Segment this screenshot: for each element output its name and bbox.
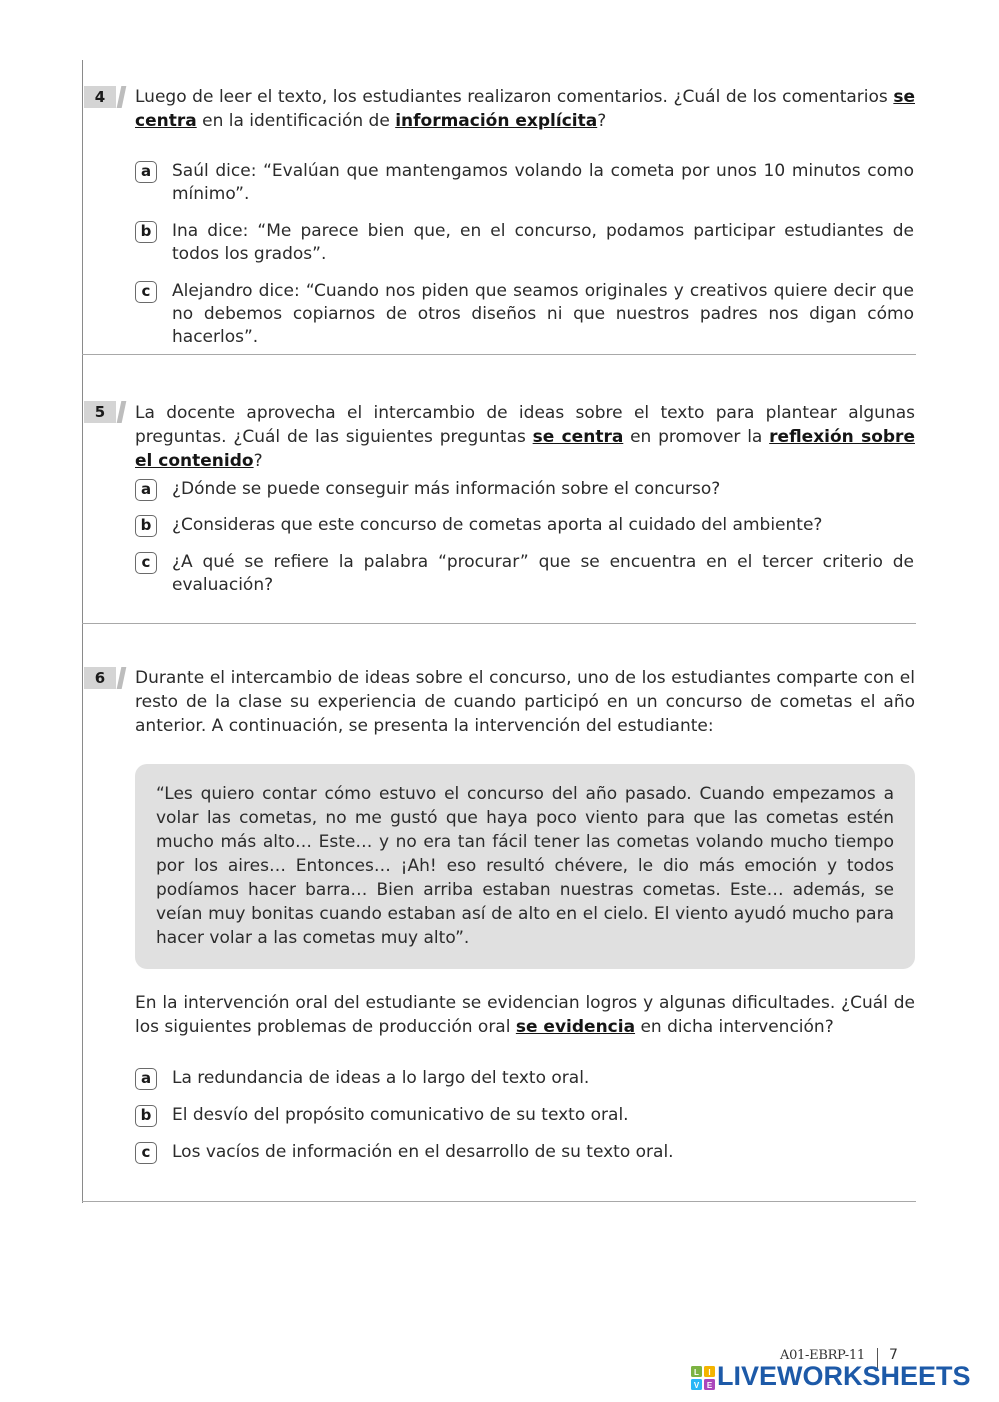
stem-text: La docente aprovecha el intercambio de ideas sobre el texto para plantear algunas preguntas. ¿Cuál de las siguientes preguntas [135, 403, 915, 447]
stem-text: En la intervención oral del estudiante se evidencian logros y algunas dificultades. ¿Cuál de los siguientes problemas de producción oral [135, 993, 915, 1037]
option-text: La redundancia de ideas a lo largo del texto oral. [172, 1068, 590, 1088]
question-5-stem [135, 401, 915, 473]
stem-text: ? [253, 451, 263, 471]
logo-letter-v: V [693, 1380, 700, 1390]
student-quote-box [135, 764, 915, 969]
option-text: ¿A qué se refiere la palabra “procurar” que se encuentra en el tercer criterio de evaluación? [172, 552, 914, 595]
question-6-number: 6 [84, 667, 116, 689]
option-letter-a[interactable]: a [135, 479, 157, 501]
option-text: Los vacíos de información en el desarrollo de su texto oral. [172, 1142, 674, 1162]
stem-text: en dicha intervención? [635, 1017, 834, 1037]
question-6-intro: Durante el intercambio de ideas sobre el concurso, uno de los estudiantes comparte con el resto de la clase su experiencia de cuando participó en un concurso de cometas el año anterior. A continuación, se presenta la intervención del estudiante: [135, 668, 915, 736]
option-letter-c[interactable]: c [135, 281, 157, 303]
option-letter-c[interactable]: c [135, 1142, 157, 1164]
option-letter-b[interactable]: b [135, 221, 157, 243]
logo-letter-l: L [694, 1367, 699, 1377]
question-4-stem [135, 85, 915, 133]
emphasis-text: se centra [135, 87, 915, 131]
option-text: El desvío del propósito comunicativo de su texto oral. [172, 1105, 629, 1125]
emphasis-text: información explícita [395, 111, 598, 131]
question-separator [82, 623, 916, 624]
emphasis-text: se centra [532, 427, 624, 447]
emphasis-text: reflexión sobre el contenido [135, 427, 915, 471]
option-text: Ina dice: “Me parece bien que, en el concurso, podamos participar estudiantes de todos los grados”. [172, 221, 914, 264]
question-4-number: 4 [84, 86, 116, 108]
logo-letter-e: E [706, 1380, 713, 1390]
liveworksheets-logo-icon [691, 1366, 715, 1390]
page-number: 7 [889, 1347, 898, 1363]
liveworksheets-logo-text: LIVEWORKSHEETS [717, 1361, 971, 1391]
option-letter-a[interactable]: a [135, 161, 157, 183]
question-separator [82, 354, 916, 355]
question-5-number: 5 [84, 401, 116, 423]
option-text: Alejandro dice: “Cuando nos piden que seamos originales y creativos quiere decir que no debemos copiarnos de otros diseños ni que nuestros padres nos digan cómo hacerlos”. [172, 281, 914, 347]
stem-text: en promover la [623, 427, 770, 447]
document-code: A01-EBRP-11 [780, 1348, 865, 1363]
page-bottom-border [82, 1201, 916, 1202]
stem-text: ? [597, 111, 607, 131]
page-frame-left [82, 60, 83, 1203]
option-letter-a[interactable]: a [135, 1068, 157, 1090]
option-letter-b[interactable]: b [135, 1105, 157, 1127]
option-letter-b[interactable]: b [135, 515, 157, 537]
logo-letter-i: I [708, 1367, 711, 1377]
student-quote-text: “Les quiero contar cómo estuvo el concurso del año pasado. Cuando empezamos a volar las cometas, no me gustó que haya poco viento para que las cometas estén mucho más alto… Este… y no era tan fácil tener las cometas volando mucho tiempo por los aires… Entonces… ¡Ah! eso resultó chévere, le dio más emoción y todos podíamos hacer barra… Bien arriba estaban nuestras cometas. Este… además, se veían muy bonitas cuando estaban así de alto en el cielo. El viento ayudó mucho para hacer volar a las cometas muy alto”. [156, 784, 894, 948]
option-text: ¿Dónde se puede conseguir más información sobre el concurso? [172, 479, 721, 499]
option-letter-c[interactable]: c [135, 552, 157, 574]
question-6-stem [135, 991, 915, 1039]
emphasis-text: se evidencia [515, 1017, 636, 1037]
stem-text: en la identificación de [196, 111, 396, 131]
option-text: Saúl dice: “Evalúan que mantengamos volando la cometa por unos 10 minutos como mínimo”. [172, 161, 914, 204]
stem-text: Luego de leer el texto, los estudiantes realizaron comentarios. ¿Cuál de los comentarios [135, 87, 894, 107]
option-text: ¿Consideras que este concurso de cometas aporta al cuidado del ambiente? [172, 515, 823, 535]
